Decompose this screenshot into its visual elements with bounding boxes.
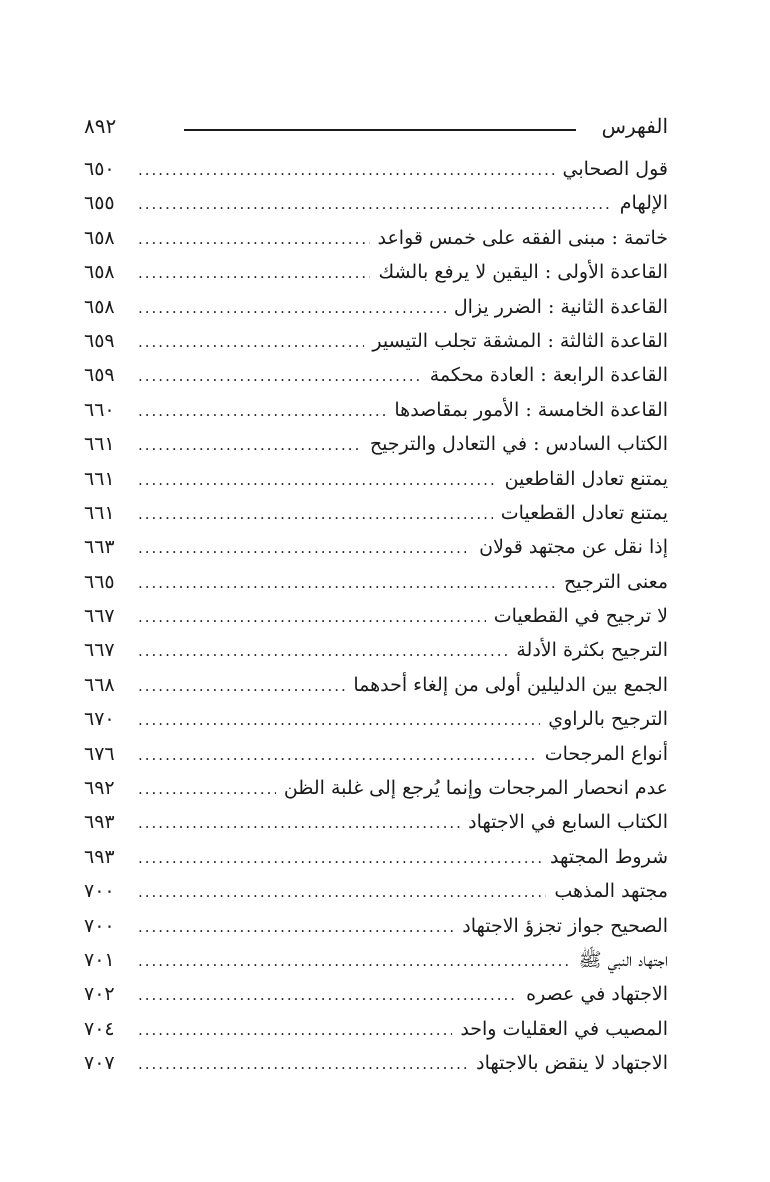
- dot-leader: [138, 327, 364, 357]
- toc-entry-title: خاتمة : مبنى الفقه على خمس قواعد: [377, 226, 668, 249]
- page-number: ٨٩٢: [84, 114, 117, 138]
- page-header: [84, 112, 668, 144]
- toc-entry-title: الكتاب السابع في الاجتهاد: [468, 811, 668, 834]
- dot-leader: [138, 293, 446, 323]
- toc-entry-title: يمتنع تعادل القطعيات: [500, 501, 668, 524]
- toc-entry: [84, 567, 668, 601]
- toc-entry-title: الترجيح بكثرة الأدلة: [516, 639, 668, 662]
- dot-leader: [138, 224, 370, 254]
- toc-entry-title: شروط المجتهد: [550, 845, 668, 868]
- toc-entry: [84, 842, 668, 876]
- toc-entry: [84, 395, 668, 429]
- toc-entry-title: الكتاب السادس : في التعادل والترجيح: [369, 433, 668, 456]
- table-of-contents: [84, 154, 668, 1083]
- toc-entry: [84, 1014, 668, 1048]
- toc-entry-page: ٧٠١: [84, 948, 115, 971]
- toc-entry: [84, 635, 668, 669]
- toc-entry: [84, 979, 668, 1013]
- toc-entry: [84, 601, 668, 635]
- toc-entry-title: القاعدة الثانية : الضرر يزال: [453, 295, 668, 318]
- toc-entry: [84, 498, 668, 532]
- toc-entry-page: ٦٦١: [84, 467, 115, 490]
- toc-entry-title: المصيب في العقليات واحد: [460, 1017, 668, 1040]
- toc-entry: [84, 704, 668, 738]
- toc-entry-title: إذا نقل عن مجتهد قولان: [479, 536, 668, 559]
- dot-leader: [138, 396, 386, 426]
- toc-entry-page: ٦٩٢: [84, 777, 115, 800]
- toc-entry-page: ٦٦٥: [84, 570, 115, 593]
- toc-entry: [84, 739, 668, 773]
- toc-entry: [84, 257, 668, 291]
- toc-entry: [84, 188, 668, 222]
- dot-leader: [138, 499, 493, 529]
- toc-entry: [84, 532, 668, 566]
- toc-entry-title: الاجتهاد لا ينقض بالاجتهاد: [476, 1052, 668, 1075]
- toc-entry-title: أنواع المرجحات: [544, 742, 668, 765]
- dot-leader: [138, 361, 422, 391]
- toc-entry-page: ٦٥٨: [84, 295, 115, 318]
- dot-leader: [138, 602, 486, 632]
- section-title: الفهرس: [601, 114, 668, 138]
- toc-entry-page: ٦٩٣: [84, 811, 115, 834]
- toc-entry-title: الصحيح جواز تجزؤ الاجتهاد: [462, 914, 668, 937]
- toc-entry-title: القاعدة الثالثة : المشقة تجلب التيسير: [372, 329, 668, 352]
- toc-entry: [84, 807, 668, 841]
- toc-entry-page: ٦٥٩: [84, 329, 115, 352]
- toc-entry-page: ٦٦٠: [84, 398, 115, 421]
- dot-leader: [138, 774, 276, 804]
- dot-leader: [138, 705, 540, 735]
- toc-entry-page: ٧٠٠: [84, 914, 115, 937]
- toc-entry: [84, 945, 668, 979]
- toc-entry-title: القاعدة الأولى : اليقين لا يرفع بالشك: [378, 261, 668, 284]
- toc-entry: [84, 1048, 668, 1082]
- toc-entry-title: الترجيح بالراوي: [548, 708, 668, 731]
- toc-entry-page: ٦٧٦: [84, 742, 115, 765]
- dot-leader: [138, 155, 555, 185]
- dot-leader: [138, 465, 497, 495]
- toc-entry: [84, 292, 668, 326]
- toc-entry-page: ٦٥٨: [84, 261, 115, 284]
- dot-leader: [138, 980, 518, 1010]
- toc-entry-page: ٦٦١: [84, 433, 115, 456]
- dot-leader: [138, 636, 508, 666]
- toc-entry-title: القاعدة الخامسة : الأمور بمقاصدها: [394, 398, 668, 421]
- toc-entry: [84, 911, 668, 945]
- toc-entry-page: ٧٠٧: [84, 1052, 115, 1075]
- toc-entry-page: ٦٩٣: [84, 845, 115, 868]
- toc-entry: [84, 154, 668, 188]
- toc-entry-title: الجمع بين الدليلين أولى من إلغاء أحدهما: [353, 673, 668, 696]
- toc-entry-page: ٦٦٨: [84, 673, 115, 696]
- toc-entry-title: الاجتهاد في عصره: [526, 983, 668, 1006]
- toc-entry: [84, 326, 668, 360]
- dot-leader: [138, 258, 370, 288]
- toc-entry-page: ٦٥٨: [84, 226, 115, 249]
- toc-entry: [84, 876, 668, 910]
- toc-entry-title: عدم انحصار المرجحات وإنما يُرجع إلى غلبة الظن: [283, 777, 668, 800]
- toc-entry-page: ٦٦٧: [84, 605, 115, 628]
- toc-entry-title: يمتنع تعادل القاطعين: [504, 467, 668, 490]
- toc-entry-page: ٦٦٣: [84, 536, 115, 559]
- toc-entry: [84, 773, 668, 807]
- toc-entry-page: ٦٥٩: [84, 364, 115, 387]
- dot-leader: [138, 189, 612, 219]
- toc-entry-page: ٦٥٠: [84, 158, 115, 180]
- dot-leader: [138, 1049, 468, 1079]
- toc-entry-title: معنى الترجيح: [564, 570, 668, 593]
- dot-leader: [138, 430, 362, 460]
- dot-leader: [138, 843, 542, 873]
- toc-entry: [84, 429, 668, 463]
- toc-entry-title: اجتهاد النبي ﷺ: [578, 948, 668, 971]
- toc-entry: [84, 670, 668, 704]
- toc-entry-title: القاعدة الرابعة : العادة محكمة: [429, 364, 668, 387]
- header-rule: [184, 129, 576, 131]
- toc-entry: [84, 223, 668, 257]
- toc-entry-page: ٦٦٧: [84, 639, 115, 662]
- dot-leader: [138, 808, 460, 838]
- dot-leader: [138, 877, 546, 907]
- toc-entry-page: ٦٧٠: [84, 708, 115, 731]
- toc-entry: [84, 464, 668, 498]
- dot-leader: [138, 740, 537, 770]
- dot-leader: [138, 568, 556, 598]
- toc-entry: [84, 360, 668, 394]
- toc-entry-title: مجتهد المذهب: [554, 880, 668, 903]
- toc-entry-page: ٧٠٤: [84, 1017, 115, 1040]
- toc-entry-page: ٧٠٠: [84, 880, 115, 903]
- dot-leader: [138, 1015, 452, 1045]
- dot-leader: [138, 533, 471, 563]
- toc-entry-page: ٧٠٢: [84, 983, 115, 1006]
- toc-entry-page: ٦٦١: [84, 501, 115, 524]
- toc-entry-title: لا ترجيح في القطعيات: [493, 605, 668, 628]
- toc-entry-title: قول الصحابي: [562, 158, 668, 180]
- dot-leader: [138, 671, 345, 701]
- toc-entry-title: الإلهام: [619, 192, 668, 215]
- dot-leader: [138, 912, 454, 942]
- dot-leader: [138, 946, 571, 976]
- toc-entry-page: ٦٥٥: [84, 192, 115, 215]
